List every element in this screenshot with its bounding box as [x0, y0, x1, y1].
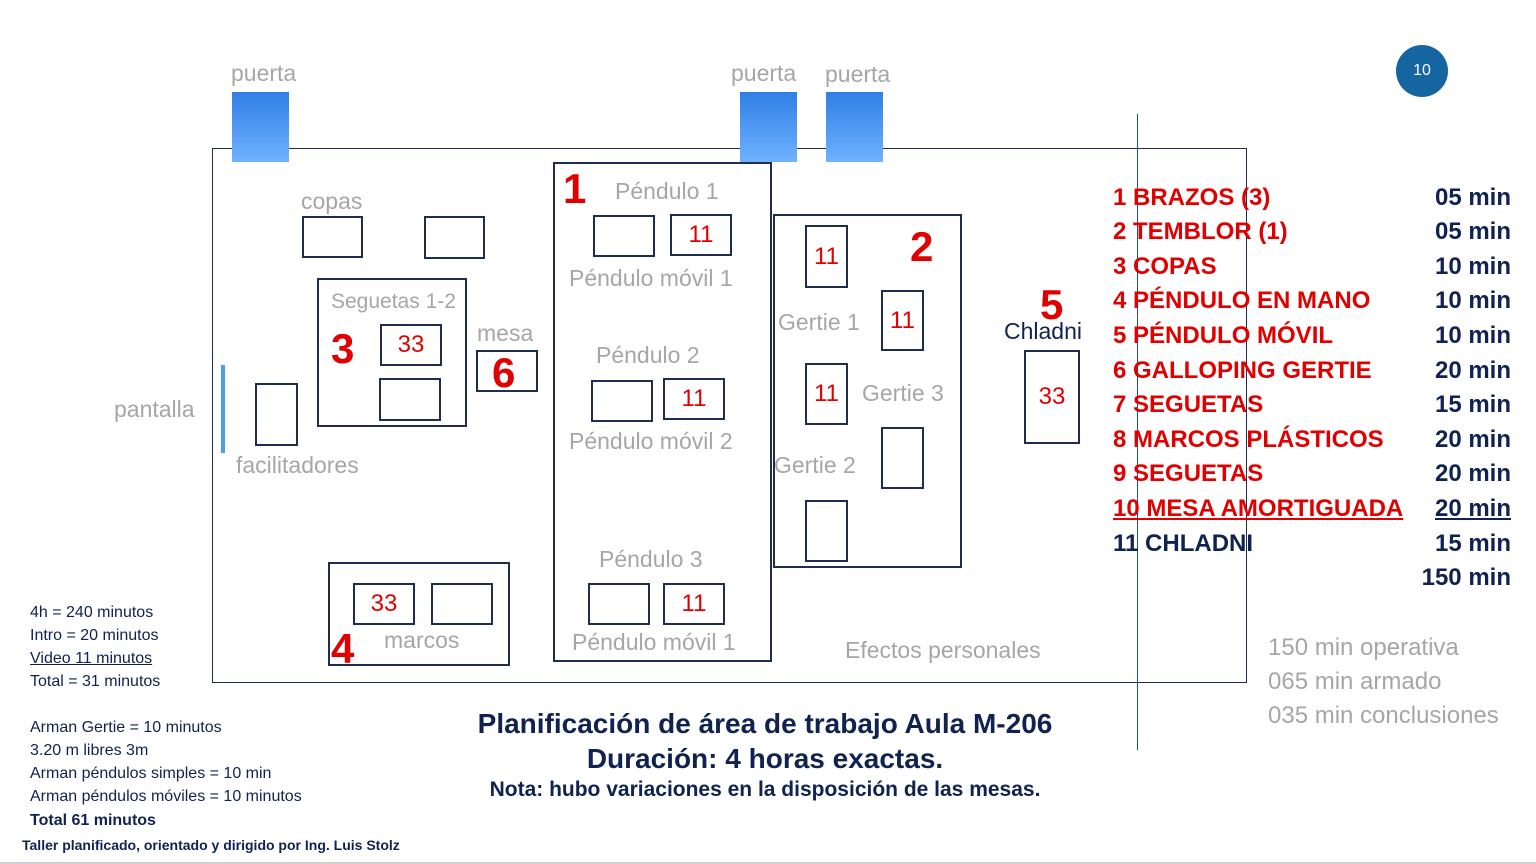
table-count: 11: [805, 363, 848, 425]
schedule-row: 11 CHLADNI 15 min: [1113, 530, 1511, 557]
table-count: 11: [663, 583, 725, 625]
schedule-row: 9 SEGUETAS 20 min: [1113, 460, 1511, 487]
table: [805, 500, 848, 562]
note-line: Total 61 minutos: [30, 812, 156, 829]
table-count: 33: [1024, 350, 1080, 444]
note-line: 4h = 240 minutos: [30, 604, 154, 621]
efectos-label: Efectos personales: [845, 637, 1041, 663]
table: [591, 380, 653, 422]
title-note: Nota: hubo variaciones en la disposición de las mesas.: [489, 778, 1041, 801]
door: [740, 92, 797, 162]
door: [232, 92, 289, 162]
pendulo-movil-label: Péndulo móvil 1: [572, 629, 736, 655]
table-count: 11: [670, 214, 732, 256]
table-count: 11: [881, 290, 924, 351]
note-line: Video 11 minutos: [30, 650, 153, 667]
copas-label: copas: [301, 188, 363, 214]
page-number-badge: 10: [1396, 45, 1448, 97]
schedule-row: 6 GALLOPING GERTIE 20 min: [1113, 357, 1511, 384]
note-line: 3.20 m libres 3m: [30, 742, 149, 759]
pendulo-label: Péndulo 3: [599, 546, 703, 572]
pendulo-movil-label: Péndulo móvil 2: [569, 428, 733, 454]
schedule-row: 3 COPAS 10 min: [1113, 253, 1511, 280]
summary-line: 150 min operativa: [1268, 634, 1459, 661]
table: [379, 378, 441, 421]
table: [593, 215, 655, 257]
gertie-label: Gertie 3: [862, 380, 944, 406]
facilitadores-label: facilitadores: [236, 452, 359, 478]
table-count: 33: [353, 583, 415, 625]
pantalla-label: pantalla: [114, 396, 195, 422]
zone-number: 3: [331, 325, 355, 372]
zone-number: 1: [563, 165, 587, 212]
summary-line: 065 min armado: [1268, 668, 1442, 695]
schedule-row: 10 MESA AMORTIGUADA 20 min: [1113, 495, 1511, 522]
schedule-row: 4 PÉNDULO EN MANO 10 min: [1113, 287, 1511, 314]
page-title: Planificación de área de trabajo Aula M-206: [477, 708, 1053, 739]
chladni-label: Chladni: [1004, 318, 1082, 344]
pendulo-movil-label: Péndulo móvil 1: [569, 265, 733, 291]
seguetas-label: Seguetas 1-2: [331, 290, 456, 313]
schedule-row: 1 BRAZOS (3) 05 min: [1113, 184, 1511, 211]
table-count: 11: [805, 225, 848, 288]
zone-number: 6: [492, 349, 516, 396]
schedule-row: 7 SEGUETAS 15 min: [1113, 391, 1511, 418]
note-line: Arman péndulos móviles = 10 minutos: [30, 788, 302, 805]
schedule-total: 150 min: [1421, 564, 1511, 591]
gertie-label: Gertie 2: [774, 452, 856, 478]
page-subtitle: Duración: 4 horas exactas.: [586, 743, 944, 774]
table: [302, 216, 363, 258]
table: [881, 427, 924, 489]
gertie-label: Gertie 1: [778, 309, 860, 335]
summary-line: 035 min conclusiones: [1268, 702, 1499, 729]
zone-number: 5: [1040, 281, 1064, 328]
mesa-label: mesa: [477, 320, 534, 346]
note-line: Intro = 20 minutos: [30, 627, 159, 644]
pendulo-label: Péndulo 2: [596, 342, 700, 368]
screen-bar: [221, 365, 225, 453]
table: [255, 383, 298, 446]
marcos-label: marcos: [384, 627, 460, 653]
door: [826, 92, 883, 162]
note-line: Total = 31 minutos: [30, 673, 161, 690]
door-label: puerta: [731, 60, 797, 86]
zone-number: 4: [331, 625, 355, 672]
schedule-row: 2 TEMBLOR (1) 05 min: [1113, 218, 1511, 245]
door-label: puerta: [231, 60, 297, 86]
schedule-row: 8 MARCOS PLÁSTICOS 20 min: [1113, 426, 1511, 453]
credits: Taller planificado, orientado y dirigido por Ing. Luis Stolz: [22, 837, 400, 853]
table-count: 33: [380, 324, 442, 366]
table: [588, 583, 650, 625]
schedule-row: 5 PÉNDULO MÓVIL 10 min: [1113, 322, 1511, 349]
door-label: puerta: [825, 61, 891, 87]
table: [431, 583, 493, 625]
pendulo-label: Péndulo 1: [615, 178, 719, 204]
note-line: Arman Gertie = 10 minutos: [30, 719, 222, 736]
table-count: 11: [663, 378, 725, 420]
table: [424, 216, 485, 259]
zone-number: 2: [910, 223, 934, 270]
note-line: Arman péndulos simples = 10 min: [30, 765, 272, 782]
